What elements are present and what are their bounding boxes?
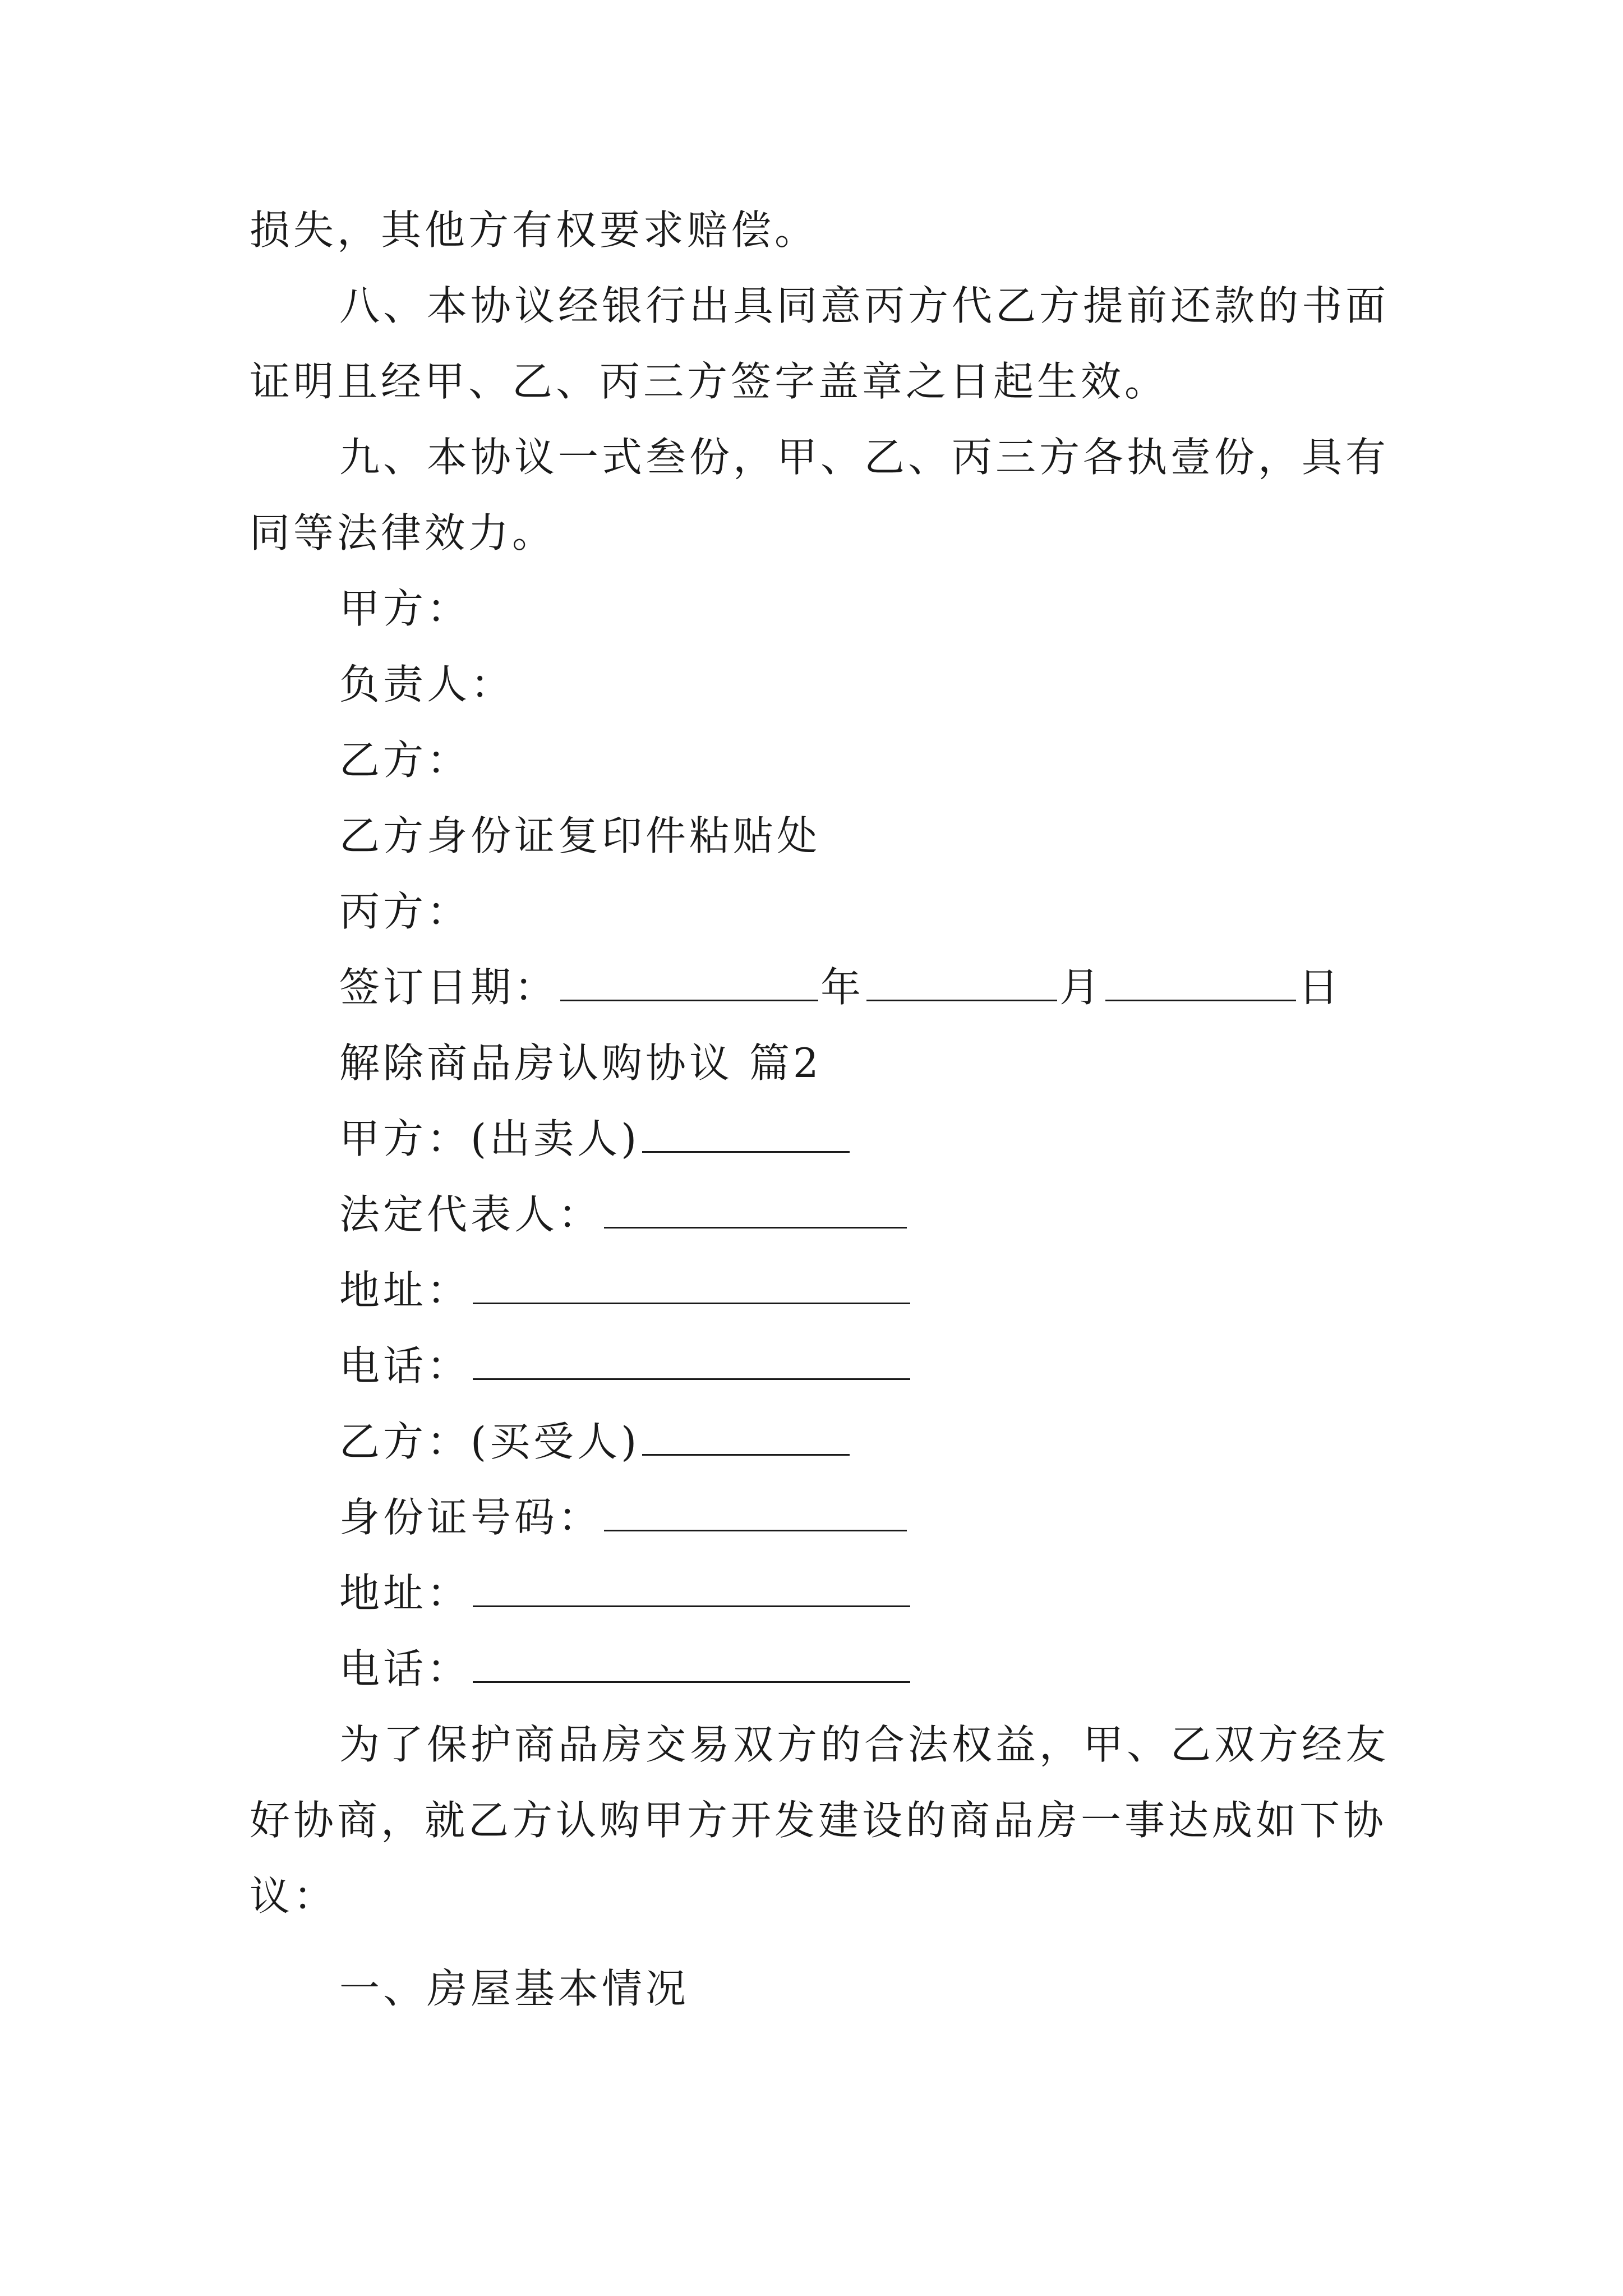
seller-address-line <box>339 1265 912 1315</box>
seller-phone-line <box>339 1341 912 1391</box>
sign-date-line <box>339 962 1342 1013</box>
seller-label: 甲方：(出卖人) <box>339 1115 640 1162</box>
legal-rep-blank[interactable] <box>604 1190 907 1228</box>
buyer-phone-line <box>339 1644 912 1694</box>
month-label: 月 <box>1059 964 1104 1011</box>
section-2-title: 解除商品房认购协议 篇2 <box>339 1039 822 1087</box>
clause-9-line-1: 九、本协议一式叁份，甲、乙、丙三方各执壹份，具有 <box>339 434 1390 481</box>
year-label: 年 <box>820 964 865 1011</box>
year-blank[interactable] <box>560 963 818 1001</box>
legal-rep-label: 法定代表人： <box>339 1191 602 1238</box>
id-number-blank[interactable] <box>604 1493 907 1531</box>
clause-8-line-2: 证明且经甲、乙、丙三方签字盖章之日起生效。 <box>250 358 1169 405</box>
article-1-title: 一、房屋基本情况 <box>339 1965 690 2012</box>
legal-rep-line <box>339 1189 909 1240</box>
day-blank[interactable] <box>1105 963 1296 1001</box>
buyer-address-line <box>339 1568 912 1618</box>
intro-line-2: 好协商，就乙方认购甲方开发建设的商品房一事达成如下协 <box>250 1797 1387 1844</box>
buyer-address-label: 地址： <box>339 1570 471 1617</box>
party-c-label: 丙方： <box>339 888 471 935</box>
buyer-label: 乙方：(买受人) <box>339 1418 640 1465</box>
seller-blank[interactable] <box>642 1114 850 1153</box>
intro-line-3: 议： <box>250 1872 338 1920</box>
clause-9-line-2: 同等法律效力。 <box>250 509 556 556</box>
buyer-phone-label: 电话： <box>339 1645 471 1692</box>
seller-phone-blank[interactable] <box>473 1341 910 1380</box>
responsible-person-label: 负责人： <box>339 661 515 708</box>
party-a-label: 甲方： <box>339 585 471 632</box>
buyer-address-blank[interactable] <box>473 1568 910 1607</box>
seller-address-blank[interactable] <box>473 1266 910 1304</box>
buyer-line <box>339 1416 852 1467</box>
buyer-blank[interactable] <box>642 1417 850 1456</box>
sign-date-label: 签订日期： <box>339 964 559 1011</box>
seller-phone-label: 电话： <box>339 1342 471 1389</box>
day-label: 日 <box>1298 964 1343 1011</box>
month-blank[interactable] <box>866 963 1057 1001</box>
intro-line-1: 为了保护商品房交易双方的合法权益，甲、乙双方经友 <box>339 1721 1390 1768</box>
seller-line <box>339 1114 852 1164</box>
buyer-phone-blank[interactable] <box>473 1644 910 1683</box>
clause-8-line-1: 八、本协议经银行出具同意丙方代乙方提前还款的书面 <box>339 282 1390 329</box>
id-number-line <box>339 1492 909 1543</box>
id-number-label: 身份证号码： <box>339 1494 602 1541</box>
id-copy-note: 乙方身份证复印件粘贴处 <box>339 812 821 859</box>
party-b-label: 乙方： <box>339 737 471 784</box>
continuation-text: 损失，其他方有权要求赔偿。 <box>250 206 819 254</box>
seller-address-label: 地址： <box>339 1267 471 1314</box>
